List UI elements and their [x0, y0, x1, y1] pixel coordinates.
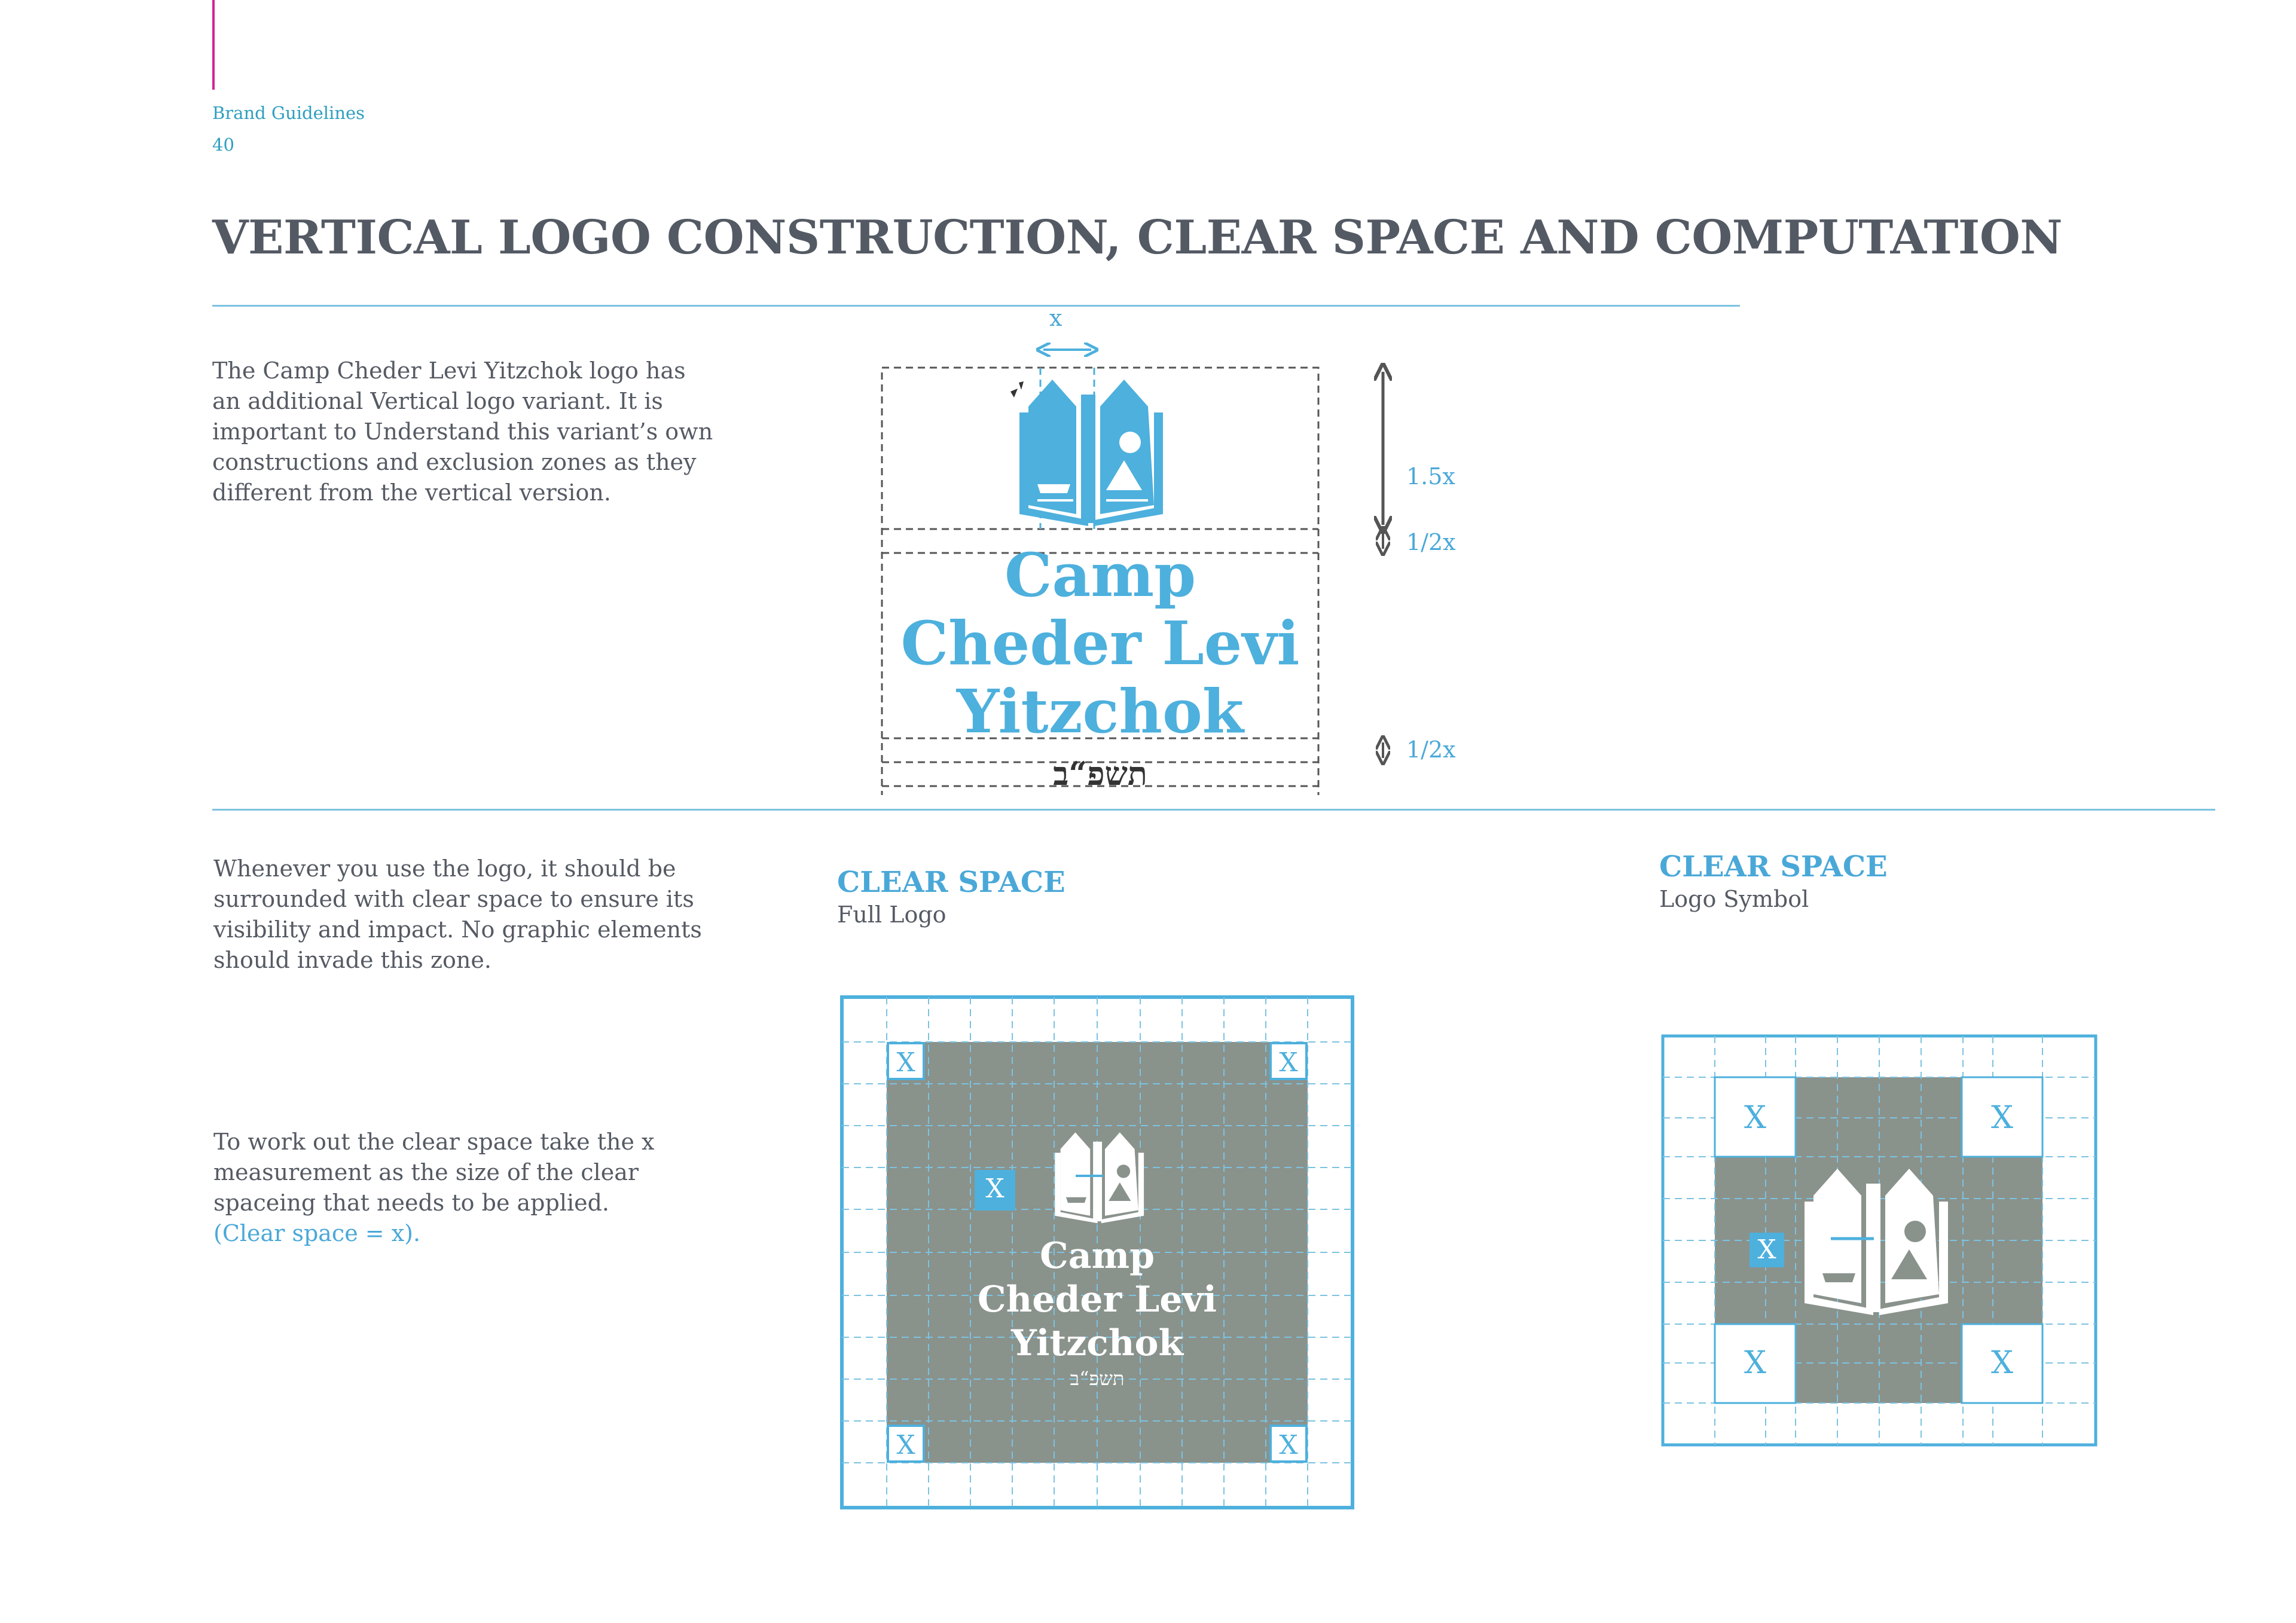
- full-logo-line-yitzchok: Yitzchok: [1010, 1322, 1184, 1364]
- symbol-heading: CLEAR SPACE: [1659, 850, 1888, 884]
- full-logo-heading: CLEAR SPACE: [837, 866, 1065, 899]
- symbol-marker-x-measure: X: [1757, 1234, 1776, 1265]
- symbol-marker-x-bottom-right: X: [1990, 1345, 2014, 1381]
- logo-line-camp: Camp: [1004, 540, 1196, 610]
- gap-top-label: 1/2x: [1406, 529, 1456, 555]
- height-label: 1.5x: [1406, 463, 1455, 490]
- full-logo-hebrew: תשפ“ב: [1070, 1367, 1125, 1390]
- symbol-grid: [1661, 1034, 2097, 1447]
- symbol-marker-x-top-right: X: [1990, 1100, 2014, 1136]
- marker-x-top-right: X: [1279, 1047, 1298, 1078]
- marker-x-top-left: X: [896, 1047, 915, 1078]
- symbol-marker-x-bottom-left: X: [1744, 1345, 1767, 1381]
- symbol-marker-x-top-left: X: [1744, 1100, 1767, 1136]
- construction-description: The Camp Cheder Levi Yitzchok logo has an additional Vertical logo variant. It is important to Understand this variant’s own constructions and exclusion zones as they different from the vertical version.: [212, 357, 713, 506]
- logo-line-yitzchok: Yitzchok: [956, 676, 1244, 747]
- page-title: VERTICAL LOGO CONSTRUCTION, CLEAR SPACE AND COMPUTATION: [212, 210, 2063, 265]
- accent-line: [212, 0, 215, 90]
- logo-line-cheder-levi: Cheder Levi: [900, 608, 1300, 678]
- clear-space-description: Whenever you use the logo, it should be surrounded with clear space to ensure its visibility and impact. No graphic elements should invade this zone.: [213, 855, 702, 973]
- full-logo-subheading: Full Logo: [837, 901, 947, 928]
- clear-space-instructions: [213, 1127, 692, 1249]
- full-logo-clear-space-diagram: [840, 995, 1354, 1509]
- x-label: x: [1049, 305, 1062, 331]
- marker-x-bottom-right: X: [1279, 1430, 1298, 1460]
- logo-symbol-icon: [1010, 371, 1184, 526]
- section-divider: [212, 809, 2215, 811]
- logo-hebrew: תשפ“ב: [1053, 754, 1147, 793]
- clear-space-formula: (Clear space = x).: [213, 1220, 421, 1246]
- full-logo-line-camp: Camp: [1039, 1235, 1155, 1277]
- page-number: 40: [212, 135, 234, 155]
- symbol-subheading: Logo Symbol: [1659, 886, 1809, 912]
- marker-x-measure: X: [985, 1173, 1004, 1204]
- clear-space-howto: To work out the clear space take the x measurement as the size of the clear spaceing that needs to be applied.: [213, 1129, 655, 1216]
- full-logo-line-cheder-levi: Cheder Levi: [977, 1279, 1217, 1321]
- symbol-clear-space-diagram: [1661, 1034, 2097, 1447]
- full-logo-wordmark: [840, 1234, 1354, 1392]
- gap-bottom-label: 1/2x: [1406, 736, 1456, 763]
- section-label: Brand Guidelines: [212, 103, 365, 123]
- marker-x-bottom-left: X: [896, 1430, 915, 1460]
- logo-wordmark: [873, 541, 1327, 745]
